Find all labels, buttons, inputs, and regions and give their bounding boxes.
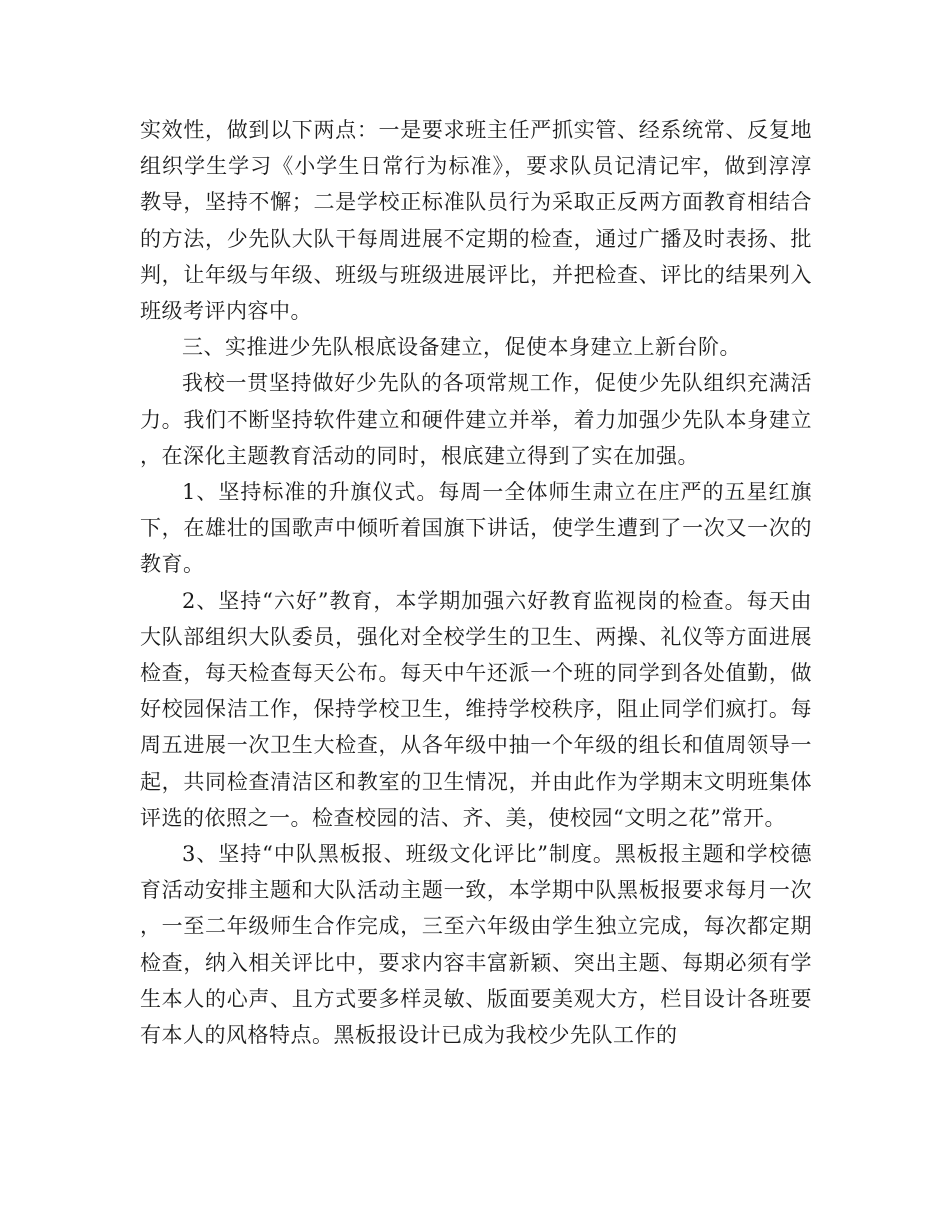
paragraph-intro: 我校一贯坚持做好少先队的各项常规工作，促使少先队组织充满活力。我们不断坚持软件建立和硬件建立并举，着力加强少先队本身建立，在深化主题教育活动的同时，根底建立得到了实在加强。 <box>140 371 812 468</box>
paragraph-item-1: 1、坚持标准的升旗仪式。每周一全体师生肃立在庄严的五星红旗下，在雄壮的国歌声中倾听着国旗下讲话，使学生遭到了一次又一次的教育。 <box>140 480 812 577</box>
document-body <box>140 112 812 1053</box>
paragraph-item-3: 3、坚持“中队黑板报、班级文化评比”制度。黑板报主题和学校德育活动安排主题和大队活动主题一致，本学期中队黑板报要求每月一次，一至二年级师生合作完成，三至六年级由学生独立完成，每次都定期检查，纳入相关评比中，要求内容丰富新颖、突出主题、每期必须有学生本人的心声、且方式要多样灵敏、版面要美观大方，栏目设计各班要有本人的风格特点。黑板报设计已成为我校少先队工作的 <box>140 842 812 1048</box>
paragraph-item-2: 2、坚持“六好”教育，本学期加强六好教育监视岗的检查。每天由大队部组织大队委员，强化对全校学生的卫生、两操、礼仪等方面进展检查，每天检查每天公布。每天中午还派一个班的同学到各处值勤，做好校园保洁工作，保持学校卫生，维持学校秩序，阻止同学们疯打。每周五进展一次卫生大检查，从各年级中抽一个年级的组长和值周领导一起，共同检查清洁区和教室的卫生情况，并由此作为学期末文明班集体评选的依照之一。检查校园的洁、齐、美，使校园“文明之花”常开。 <box>140 588 812 830</box>
section-heading-three: 三、实推进少先队根底设备建立，促使本身建立上新台阶。 <box>182 335 741 360</box>
paragraph-continuation: 实效性，做到以下两点：一是要求班主任严抓实管、经系统常、反复地组织学生学习《小学生日常行为标准》，要求队员记清记牢，做到淳淳教导，坚持不懈；二是学校正标准队员行为采取正反两方面教育相结合的方法，少先队大队干每周进展不定期的检查，通过广播及时表扬、批判，让年级与年级、班级与班级进展评比，并把检查、评比的结果列入班级考评内容中。 <box>140 118 812 324</box>
